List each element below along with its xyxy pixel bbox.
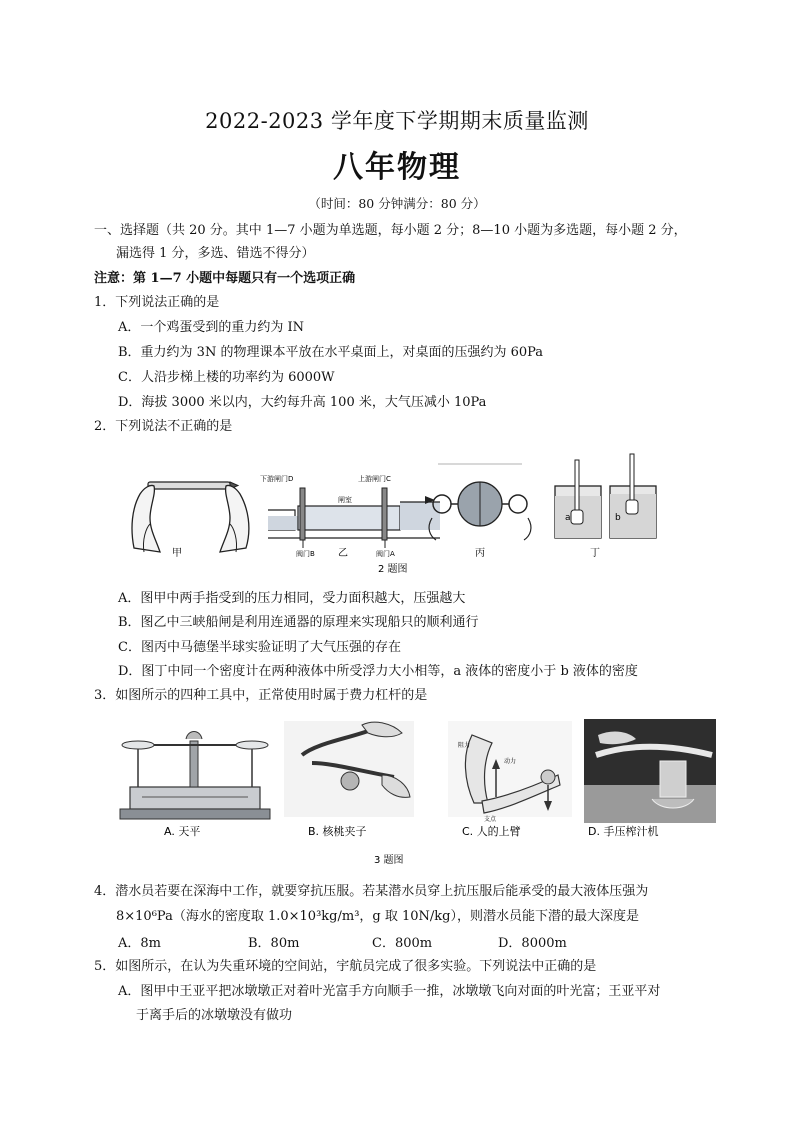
q2-option-d: D．图丁中同一个密度计在两种液体中所受浮力大小相等，a 液体的密度小于 b 液体的密度 bbox=[118, 664, 638, 679]
label-chamber: 闸室 bbox=[338, 496, 352, 504]
q1-stem: 1．下列说法正确的是 bbox=[94, 295, 220, 310]
q5-option-a-line1: A．图甲中王亚平把冰墩墩正对着叶光富手方向顺手一推，冰墩墩飞向对面的叶光富；王亚平对 bbox=[118, 984, 661, 999]
q3-caption: 3 题图 bbox=[374, 855, 404, 866]
label-arm: C. 人的上臂 bbox=[462, 825, 521, 838]
q4-stem-line1: 4．潜水员若要在深海中工作，就要穿抗压服。若某潜水员穿上抗压服后能承受的最大液体压强为 bbox=[94, 884, 649, 899]
label-balance: A. 天平 bbox=[164, 825, 201, 838]
figure-nutcracker bbox=[284, 721, 414, 817]
label-ding: 丁 bbox=[590, 548, 600, 559]
figure-arm bbox=[448, 721, 572, 817]
q2-option-b: B．图乙中三峡船闸是利用连通器的原理来实现船只的顺利通行 bbox=[118, 615, 479, 630]
q2-option-c: C．图丙中马德堡半球实验证明了大气压强的存在 bbox=[118, 640, 401, 655]
q1-option-b: B．重力约为 3N 的物理课本平放在水平桌面上，对桌面的压强约为 60Pa bbox=[118, 345, 544, 360]
subject-title: 八年物理 bbox=[333, 150, 461, 185]
q4-stem-line2: 8×10⁶Pa（海水的密度取 1.0×10³kg/m³，g 取 10N/kg），则潜水员能下潜的最大深度是 bbox=[116, 909, 639, 924]
label-nutcracker: B. 核桃夹子 bbox=[308, 825, 367, 838]
figure-ding-hydrometer bbox=[555, 454, 656, 538]
label-valve-b: 阀门B bbox=[296, 550, 315, 558]
q2-figure bbox=[120, 448, 680, 583]
q2-stem: 2．下列说法不正确的是 bbox=[94, 419, 233, 434]
figure-juicer bbox=[584, 719, 716, 823]
q3-stem: 3．如图所示的四种工具中，正常使用时属于费力杠杆的是 bbox=[94, 688, 428, 703]
label-jia: 甲 bbox=[172, 548, 182, 559]
label-power: 动力 bbox=[504, 758, 517, 765]
q5-option-a-line2: 于离手后的冰墩墩没有做功 bbox=[136, 1008, 293, 1023]
label-gate-c: 上游闸门C bbox=[358, 475, 391, 483]
label-gate-d: 下游闸门D bbox=[260, 475, 294, 483]
q3-figure bbox=[112, 715, 718, 870]
section-notice: 注意：第 1—7 小题中每题只有一个选项正确 bbox=[94, 271, 356, 286]
q2-caption: 2 题图 bbox=[378, 564, 408, 575]
label-liquid-a: a bbox=[565, 513, 571, 523]
label-bing: 丙 bbox=[475, 548, 485, 559]
q5-stem: 5．如图所示，在认为失重环境的空间站，宇航员完成了很多实验。下列说法中正确的是 bbox=[94, 959, 597, 974]
section-heading-line1: 一、选择题（共 20 分。其中 1—7 小题为单选题，每小题 2 分；8—10 小题为多选题，每小题 2 分， bbox=[94, 223, 687, 238]
figure-jia-fingers-pencil bbox=[132, 482, 249, 552]
q1-option-c: C．人沿步梯上楼的功率约为 6000W bbox=[118, 370, 335, 385]
label-resist: 阻力 bbox=[458, 742, 471, 749]
q1-option-a: A．一个鸡蛋受到的重力约为 IN bbox=[118, 320, 305, 335]
q1-option-d: D．海拔 3000 米以内，大约每升高 100 米，大气压减小 10Pa bbox=[118, 395, 487, 410]
q4-option-a: A．8m bbox=[118, 936, 161, 951]
label-juicer: D. 手压榨汁机 bbox=[588, 825, 659, 838]
label-fulcrum: 支点 bbox=[484, 816, 497, 823]
time-info: （时间：80 分钟满分：80 分） bbox=[308, 196, 486, 211]
label-valve-a: 阀门A bbox=[376, 550, 395, 558]
q4-option-b: B．80m bbox=[248, 936, 300, 951]
label-yi: 乙 bbox=[338, 548, 348, 559]
figure-balance bbox=[120, 732, 270, 820]
q4-option-c: C．800m bbox=[372, 936, 433, 951]
exam-title: 2022-2023 学年度下学期期末质量监测 bbox=[205, 109, 589, 133]
section-heading-line2: 漏选得 1 分，多选、错选不得分） bbox=[116, 246, 315, 261]
q2-option-a: A．图甲中两手指受到的压力相同，受力面积越大，压强越大 bbox=[118, 591, 466, 606]
figure-yi-ship-lock bbox=[268, 488, 440, 548]
q4-option-d: D．8000m bbox=[498, 936, 567, 951]
label-liquid-b: b bbox=[615, 513, 621, 523]
figure-bing-magdeburg-hemispheres bbox=[429, 464, 531, 540]
